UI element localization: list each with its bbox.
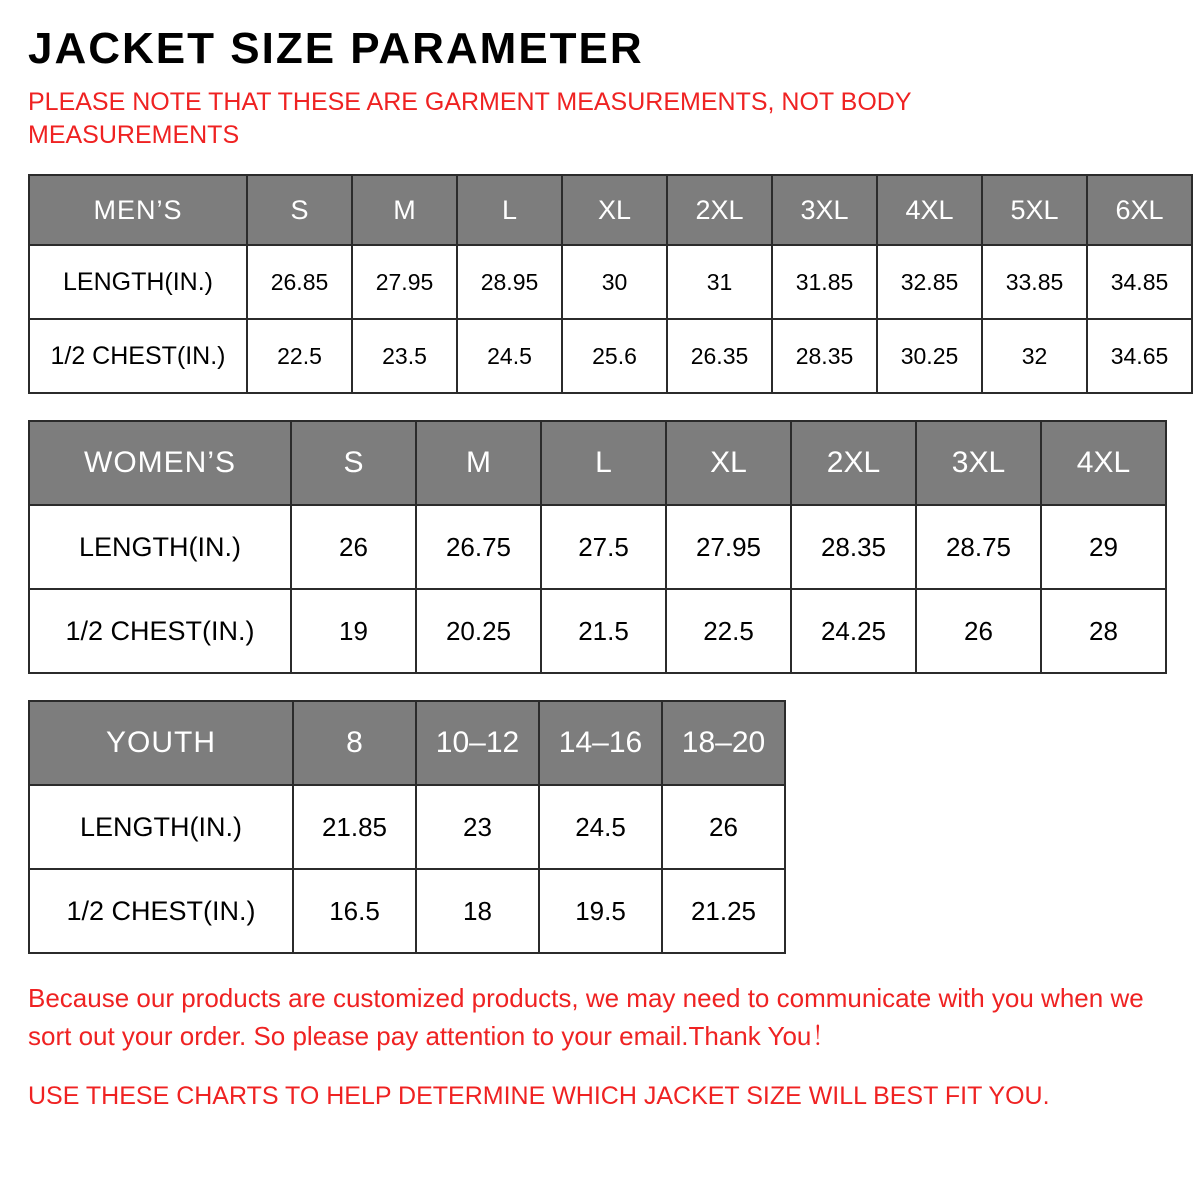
mens-chest-value: 23.5 [352,319,457,393]
mens-size-header: S [247,175,352,245]
mens-length-value: 31.85 [772,245,877,319]
youth-chest-value: 19.5 [539,869,662,953]
womens-row-label: LENGTH(IN.) [29,505,291,589]
mens-chest-value: 22.5 [247,319,352,393]
table-row [29,245,1192,319]
mens-length-value: 32.85 [877,245,982,319]
womens-chest-value: 22.5 [666,589,791,673]
womens-size-header: 3XL [916,421,1041,505]
chart-usage-notice: USE THESE CHARTS TO HELP DETERMINE WHICH JACKET SIZE WILL BEST FIT YOU. [28,1081,1050,1110]
mens-size-header: XL [562,175,667,245]
customization-notice: Because our products are customized products, we may need to communicate with you when we sort out your order. So please pay attention to your email.Thank You！ [28,983,1144,1051]
youth-length-value: 24.5 [539,785,662,869]
table-row [29,785,785,869]
table-row [29,175,1192,245]
womens-table-label: WOMEN’S [29,421,291,505]
womens-length-value: 27.95 [666,505,791,589]
youth-size-header: 18–20 [662,701,785,785]
mens-chest-value: 24.5 [457,319,562,393]
youth-length-value: 23 [416,785,539,869]
garment-measurement-note: PLEASE NOTE THAT THESE ARE GARMENT MEASUREMENTS, NOT BODY MEASUREMENTS [28,88,912,150]
mens-chest-value: 26.35 [667,319,772,393]
table-row [29,421,1166,505]
youth-size-header: 14–16 [539,701,662,785]
womens-chest-value: 26 [916,589,1041,673]
womens-chest-value: 19 [291,589,416,673]
womens-size-header: 4XL [1041,421,1166,505]
mens-chest-value: 30.25 [877,319,982,393]
youth-size-header: 8 [293,701,416,785]
womens-size-table [28,420,1167,674]
mens-length-value: 34.85 [1087,245,1192,319]
womens-chest-value: 21.5 [541,589,666,673]
womens-size-header: L [541,421,666,505]
mens-row-label: LENGTH(IN.) [29,245,247,319]
mens-chest-value: 28.35 [772,319,877,393]
mens-size-header: M [352,175,457,245]
youth-chest-value: 18 [416,869,539,953]
mens-length-value: 31 [667,245,772,319]
womens-length-value: 27.5 [541,505,666,589]
mens-length-value: 30 [562,245,667,319]
mens-chest-value: 32 [982,319,1087,393]
table-row [29,319,1192,393]
mens-length-value: 27.95 [352,245,457,319]
womens-size-header: S [291,421,416,505]
mens-size-header: 2XL [667,175,772,245]
youth-row-label: 1/2 CHEST(IN.) [29,869,293,953]
table-row [29,505,1166,589]
womens-chest-value: 24.25 [791,589,916,673]
youth-table-label: YOUTH [29,701,293,785]
mens-size-header: 5XL [982,175,1087,245]
womens-chest-value: 28 [1041,589,1166,673]
youth-length-value: 26 [662,785,785,869]
womens-size-header: XL [666,421,791,505]
mens-row-label: 1/2 CHEST(IN.) [29,319,247,393]
page-title: JACKET SIZE PARAMETER [28,24,644,73]
mens-length-value: 33.85 [982,245,1087,319]
mens-size-table [28,174,1193,394]
mens-chest-value: 34.65 [1087,319,1192,393]
womens-size-header: M [416,421,541,505]
womens-length-value: 28.35 [791,505,916,589]
womens-size-header: 2XL [791,421,916,505]
womens-length-value: 26 [291,505,416,589]
youth-length-value: 21.85 [293,785,416,869]
table-row [29,869,785,953]
womens-length-value: 28.75 [916,505,1041,589]
youth-chest-value: 21.25 [662,869,785,953]
womens-chest-value: 20.25 [416,589,541,673]
womens-row-label: 1/2 CHEST(IN.) [29,589,291,673]
mens-size-header: 3XL [772,175,877,245]
mens-chest-value: 25.6 [562,319,667,393]
mens-size-header: L [457,175,562,245]
youth-chest-value: 16.5 [293,869,416,953]
mens-length-value: 28.95 [457,245,562,319]
mens-size-header: 4XL [877,175,982,245]
table-row [29,589,1166,673]
mens-length-value: 26.85 [247,245,352,319]
womens-length-value: 26.75 [416,505,541,589]
table-row [29,701,785,785]
youth-size-header: 10–12 [416,701,539,785]
mens-size-header: 6XL [1087,175,1192,245]
womens-length-value: 29 [1041,505,1166,589]
youth-row-label: LENGTH(IN.) [29,785,293,869]
mens-table-label: MEN’S [29,175,247,245]
youth-size-table [28,700,786,954]
